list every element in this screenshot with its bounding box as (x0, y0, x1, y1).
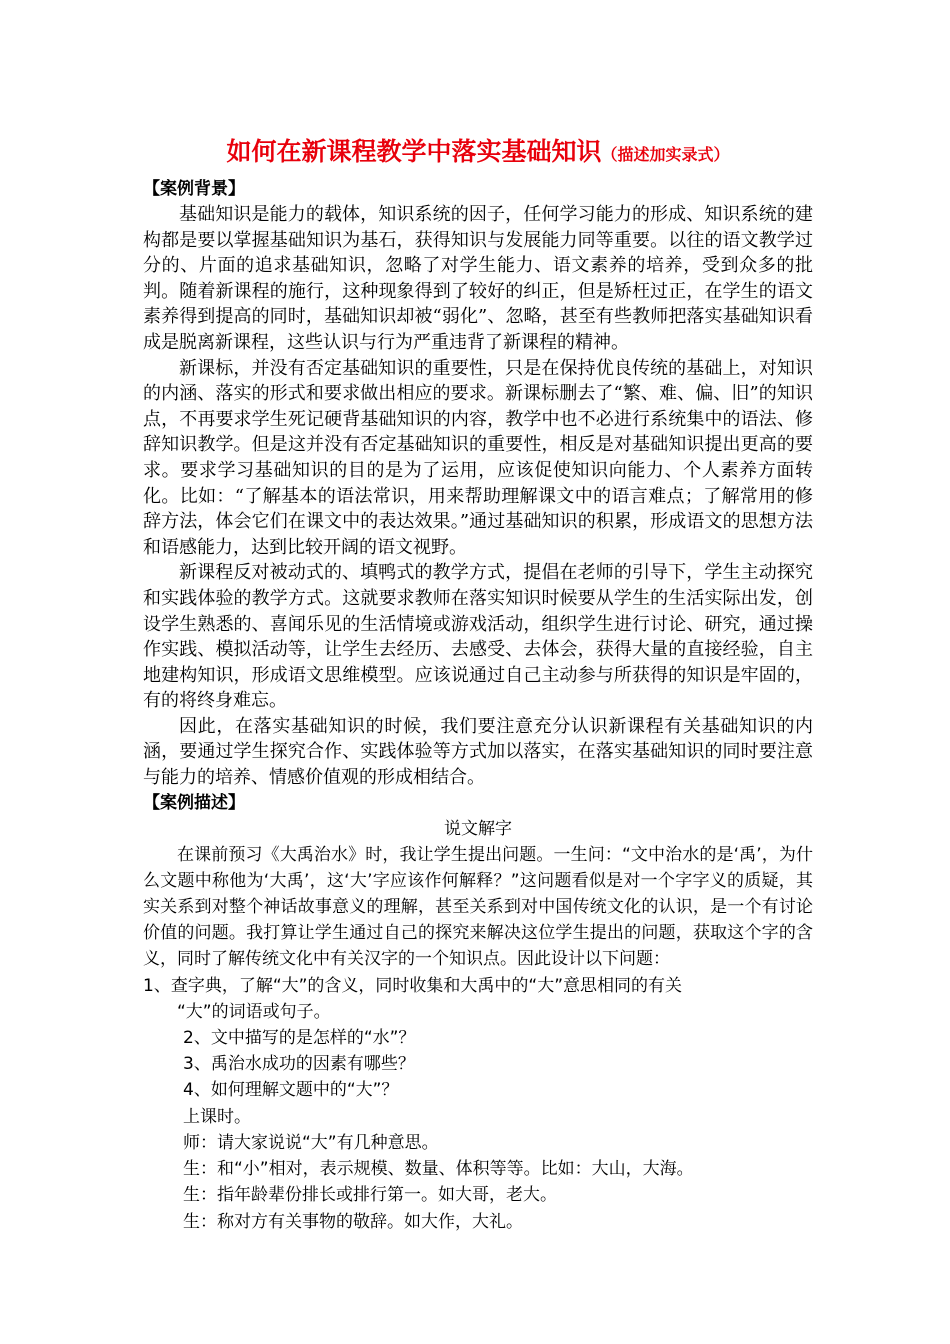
background-paragraph-2: 新课标，并没有否定基础知识的重要性，只是在保持优良传统的基础上，对知识的内涵、落实的形式和要求做出相应的要求。新课标删去了“繁、难、偏、旧”的知识点，不再要求学生死记硬背基础知识的内容，教学中也不必进行系统集中的语法、修辞知识教学。但是这并没有否定基础知识的重要性，相反是对基础知识提出更高的要求。要求学习基础知识的目的是为了运用，应该促使知识向能力、个人素养方面转化。比如：“了解基本的语法常识，用来帮助理解课文中的语言难点；了解常用的修辞方法，体会它们在课文中的表达效果。”通过基础知识的积累，形成语文的思想方法和语感能力，达到比较开阔的语文视野。 (143, 357, 813, 558)
question-1 (143, 973, 813, 1025)
dialogue-line-student-1: 生：和“小”相对，表示规模、数量、体积等等。比如：大山，大海。 (183, 1159, 694, 1180)
question-3: 3、禹治水成功的因素有哪些？ (183, 1054, 415, 1075)
question-2: 2、文中描写的是怎样的“水”？ (183, 1028, 416, 1049)
dialogue-line-student-3: 生：称对方有关事物的敬辞。如大作，大礼。 (183, 1211, 523, 1232)
section-heading-description: 【案例描述】 (143, 792, 245, 813)
document-title (143, 136, 813, 171)
question-1-continuation: “大”的词语或句子。 (177, 1001, 331, 1022)
document-page (143, 136, 813, 1235)
dialogue-line-student-2: 生：指年龄辈份排长或排行第一。如大哥，老大。 (183, 1185, 557, 1206)
question-4: 4、如何理解文题中的“大”？ (183, 1080, 399, 1101)
title-main: 如何在新课程教学中落实基础知识 (226, 137, 602, 166)
description-subtitle: 说文解字 (444, 818, 512, 839)
description-intro: 在课前预习《大禹治水》时，我让学生提出问题。一生问：“文中治水的是‘禹’，为什么文题中称他为‘大禹’，这‘大’字应该作何解释？”这问题看似是对一个字字义的质疑，其实关系到对整个神话故事意义的理解，甚至关系到对中国传统文化的认识，是一个有讨论价值的问题。我打算让学生通过自己的探究来解决这位学生提出的问题，获取这个字的含义，同时了解传统文化中有关汉字的一个知识点。因此设计以下问题： (143, 844, 813, 970)
dialogue-line-teacher: 师：请大家说说“大”有几种意思。 (183, 1132, 439, 1153)
question-1-first-line: 1、查字典，了解“大”的含义，同时收集和大禹中的“大”意思相同的有关 (143, 975, 683, 996)
section-heading-background: 【案例背景】 (143, 179, 245, 199)
class-start-line: 上课时。 (183, 1106, 251, 1127)
background-paragraph-1: 基础知识是能力的载体，知识系统的因子，任何学习能力的形成、知识系统的建构都是要以掌握基础知识为基石，获得知识与发展能力同等重要。以往的语文教学过分的、片面的追求基础知识，忽略了对学生能力、语文素养的培养，受到众多的批判。随着新课程的施行，这种现象得到了较好的纠正，但是矫枉过正，在学生的语文素养得到提高的同时，基础知识却被“弱化”、忽略，甚至有些教师把落实基础知识看成是脱离新课程，这些认识与行为严重违背了新课程的精神。 (143, 204, 813, 353)
title-subtitle: （描述加实录式） (601, 145, 730, 164)
background-paragraph-3: 新课程反对被动式的、填鸭式的教学方式，提倡在老师的引导下，学生主动探究和实践体验的教学方式。这就要求教师在落实知识时候要从学生的生活实际出发，创设学生熟悉的、喜闻乐见的生活情境或游戏活动，组织学生进行讨论、研究，通过操作实践、模拟活动等，让学生去经历、去感受、去体会，获得大量的直接经验，自主地建构知识，形成语文思维模型。应该说通过自己主动参与所获得的知识是牢固的，有的将终身难忘。 (143, 562, 813, 712)
background-paragraph-4: 因此，在落实基础知识的时候，我们要注意充分认识新课程有关基础知识的内涵，要通过学生探究合作、实践体验等方式加以落实，在落实基础知识的同时要注意与能力的培养、情感价值观的形成相结合。 (143, 715, 813, 789)
